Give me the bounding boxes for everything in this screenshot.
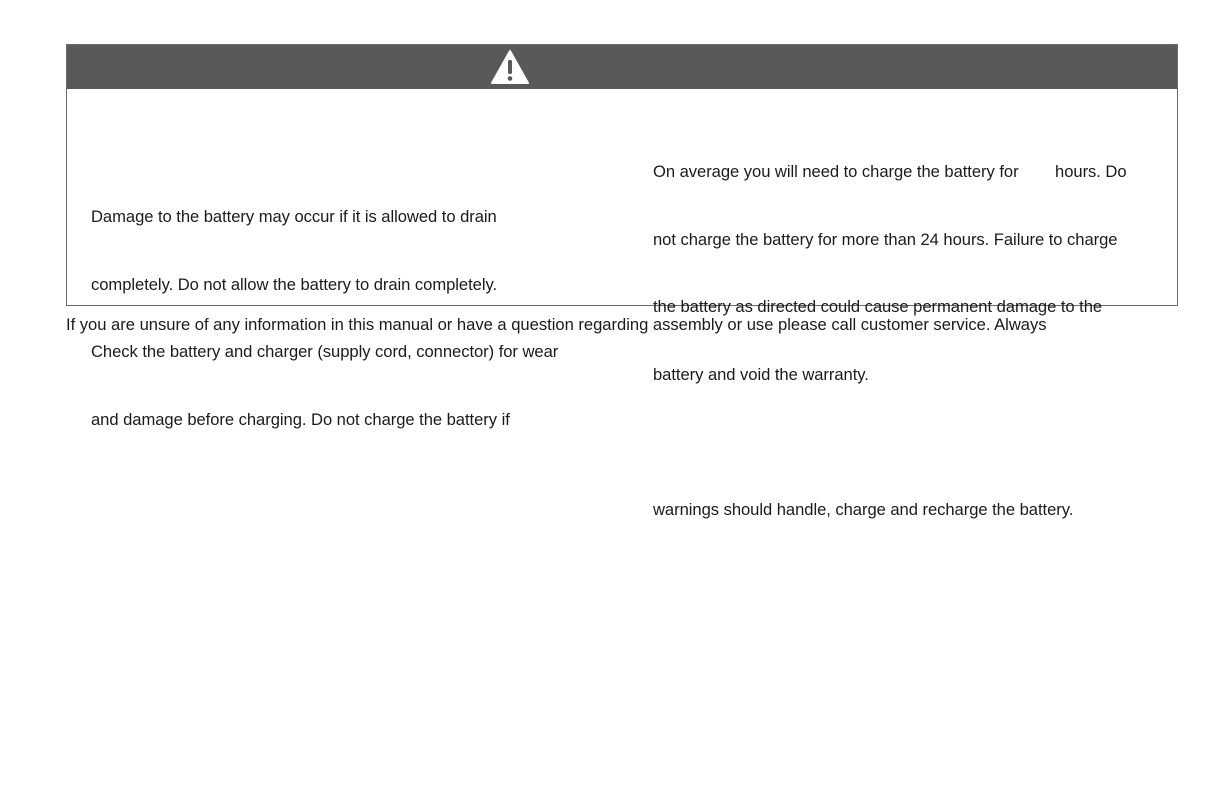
warning-left-line: and damage before charging. Do not charge the battery if — [91, 409, 510, 429]
warning-right-column — [653, 116, 1127, 566]
warning-right-line: not charge the battery for more than 24 hours. Failure to charge — [653, 229, 1118, 249]
warning-header-bar — [67, 45, 1177, 89]
warning-right-line: battery and void the warranty. — [653, 364, 869, 384]
warning-triangle-icon — [490, 49, 530, 85]
paragraph-gap — [653, 431, 1127, 454]
warning-right-line: warnings should handle, charge and recharge the battery. — [653, 499, 1074, 519]
warning-left-line: Check the battery and charger (supply cord, connector) for wear — [91, 342, 559, 361]
customer-service-note: If you are unsure of any information in this manual or have a question regarding assembly or use please call customer service. Always — [66, 315, 1047, 334]
warning-right-line: the battery as directed could cause permanent damage to the — [653, 297, 1103, 316]
warning-left-line: Damage to the battery may occur if it is allowed to drain — [91, 207, 497, 226]
warning-left-line: completely. Do not allow the battery to drain completely. — [91, 274, 498, 294]
warning-right-line: On average you will need to charge the battery for hours. Do — [653, 162, 1127, 181]
